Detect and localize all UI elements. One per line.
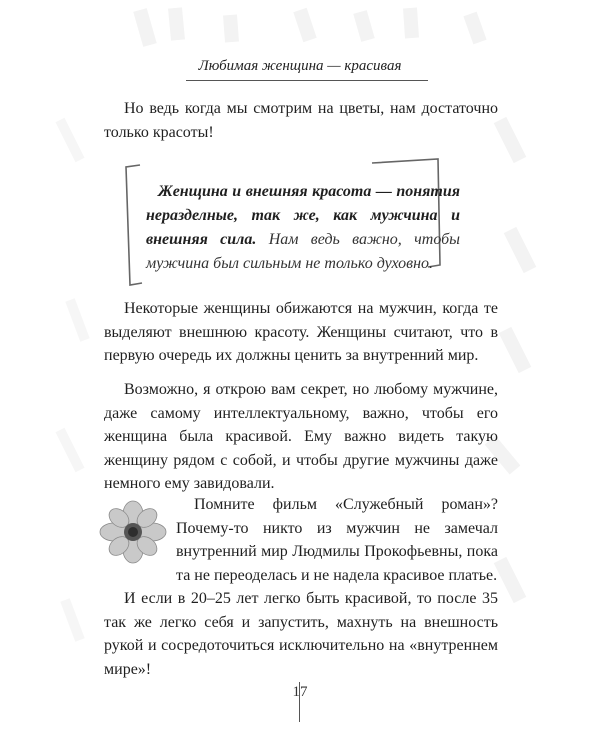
quote-bold-text: Женщина и внешняя красота — понятия неразделные, так же, как мужчина и внешняя сила. (146, 183, 460, 248)
paragraph-1: Но ведь когда мы смотрим на цветы, нам достаточно только красоты! (104, 100, 498, 141)
running-header: Любимая женщина — красивая (198, 58, 402, 74)
flower-illustration (96, 500, 170, 564)
header-rule (186, 80, 428, 81)
paragraph-5: И если в 20–25 лет легко быть красивой, то после 35 так же легко себя и запустить, махнуть на внешность рукой и сосредоточиться исключительно на «внутреннем мире»! (104, 590, 498, 678)
quote-regular-text: Нам ведь важно, чтобы мужчина был сильным не только духовно. (146, 231, 460, 272)
paragraph-2: Некоторые женщины обижаются на мужчин, когда те выделяют внешнюю красоту. Женщины считают, что в первую очередь их должны ценить за внутренний мир. (104, 300, 498, 364)
highlight-quote (146, 180, 460, 276)
paragraph-3: Возможно, я открою вам секрет, но любому мужчине, даже самому интеллектуальному, важно, чтобы его женщина была красивой. Ему важно видеть такую женщину рядом с собой, и чтобы другие мужчины даже немного ему завидовали. (104, 381, 498, 492)
paragraph-4: Помните фильм «Служебный роман»? Почему-то никто из мужчин не замечал внутренний мир Людмилы Прокофьевны, пока та не переоделась и не надела красивое платье. (176, 496, 498, 584)
page-number: 17 (292, 684, 308, 700)
